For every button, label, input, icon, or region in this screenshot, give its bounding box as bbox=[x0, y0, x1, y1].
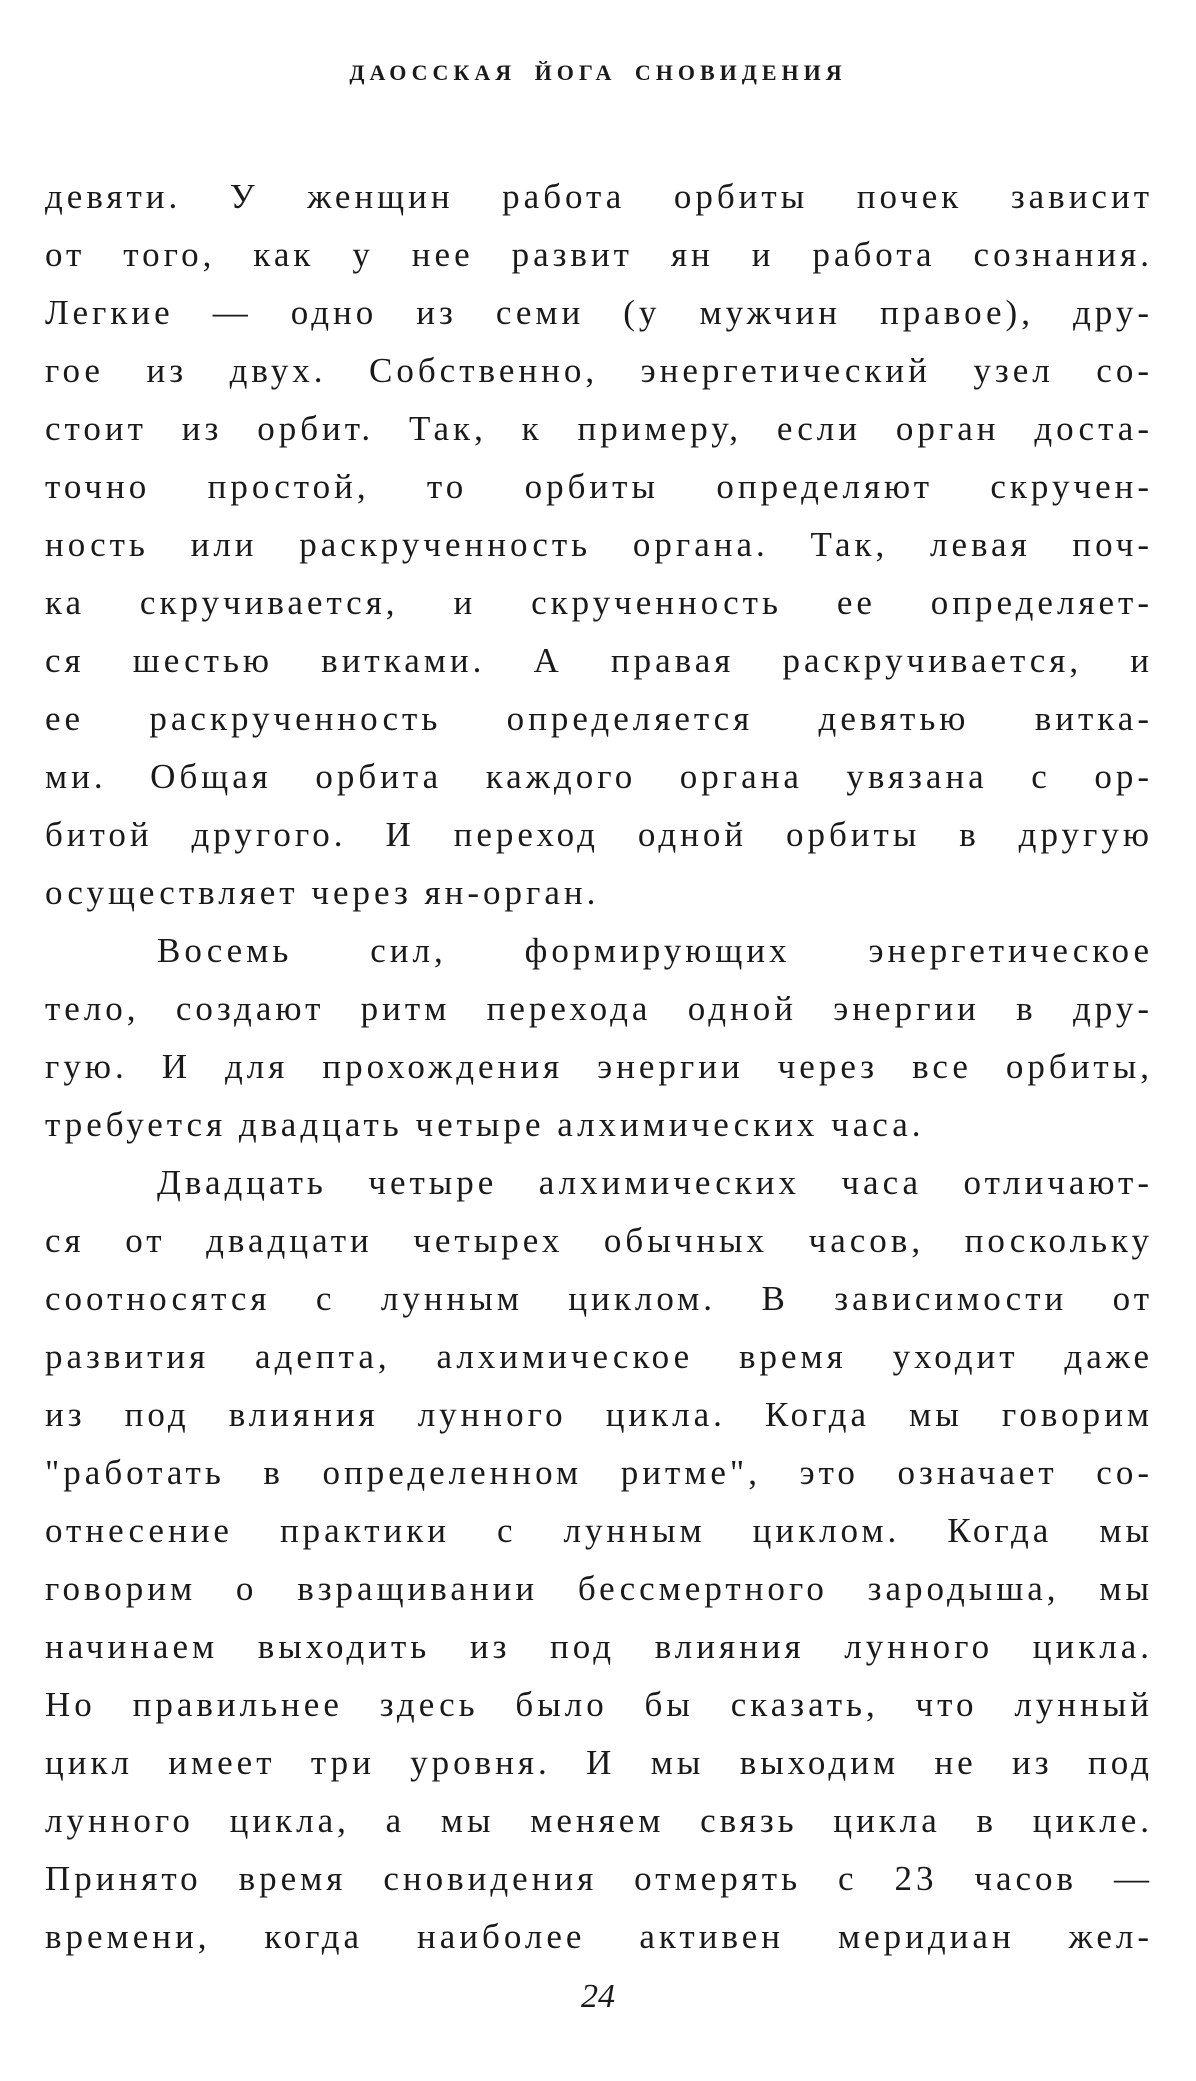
text-line: ми. Общая орбита каждого органа увязана с ор- bbox=[45, 757, 1153, 796]
text-line: времени, когда наиболее активен меридиан жел- bbox=[45, 1917, 1153, 1956]
text-line: ся шестью витками. А правая раскручивается, и bbox=[45, 641, 1153, 680]
text-line: от того, как у нее развит ян и работа сознания. bbox=[45, 235, 1153, 274]
text-line: гое из двух. Собственно, энергетический узел со- bbox=[45, 351, 1153, 390]
running-head: ДАОССКАЯ ЙОГА СНОВИДЕНИЯ bbox=[349, 60, 847, 85]
paragraph-first-line: Двадцать четыре алхимических часа отличают- bbox=[157, 1163, 1153, 1202]
page-number: 24 bbox=[581, 1978, 615, 2015]
text-line: точно простой, то орбиты определяют скручен- bbox=[45, 467, 1153, 506]
text-line: Но правильнее здесь было бы сказать, что лунный bbox=[45, 1685, 1153, 1724]
text-line: говорим о взращивании бессмертного зародыша, мы bbox=[45, 1569, 1153, 1608]
text-line: ка скручивается, и скрученность ее определяет- bbox=[45, 583, 1153, 622]
text-line: развития адепта, алхимическое время уходит даже bbox=[45, 1337, 1153, 1376]
text-line: отнесение практики с лунным циклом. Когда мы bbox=[45, 1511, 1153, 1550]
text-line: тело, создают ритм перехода одной энергии в дру- bbox=[45, 989, 1153, 1028]
text-line: начинаем выходить из под влияния лунного цикла. bbox=[45, 1627, 1153, 1666]
text-line: осуществляет через ян-орган. bbox=[45, 873, 600, 912]
text-line: гую. И для прохождения энергии через все орбиты, bbox=[45, 1047, 1153, 1086]
text-line: из под влияния лунного цикла. Когда мы говорим bbox=[45, 1395, 1153, 1434]
text-line: Принято время сновидения отмерять с 23 часов — bbox=[45, 1859, 1153, 1898]
text-line: лунного цикла, а мы меняем связь цикла в цикле. bbox=[45, 1801, 1153, 1840]
text-line: ность или раскрученность органа. Так, левая поч- bbox=[45, 525, 1153, 564]
paragraph-first-line: Восемь сил, формирующих энергетическое bbox=[157, 931, 1153, 970]
text-line: "работать в определенном ритме", это означает со- bbox=[45, 1453, 1153, 1492]
text-line: цикл имеет три уровня. И мы выходим не из под bbox=[45, 1743, 1153, 1782]
text-line: ее раскрученность определяется девятью витка- bbox=[45, 699, 1153, 738]
text-line: битой другого. И переход одной орбиты в другую bbox=[45, 815, 1153, 854]
text-line: девяти. У женщин работа орбиты почек зависит bbox=[45, 177, 1153, 216]
text-line: стоит из орбит. Так, к примеру, если орган доста- bbox=[45, 409, 1153, 448]
text-line: соотносятся с лунным циклом. В зависимости от bbox=[45, 1279, 1153, 1318]
text-line: требуется двадцать четыре алхимических часа. bbox=[45, 1105, 925, 1144]
text-line: ся от двадцати четырех обычных часов, поскольку bbox=[45, 1221, 1153, 1260]
text-line: Легкие — одно из семи (у мужчин правое), дру- bbox=[45, 293, 1153, 332]
